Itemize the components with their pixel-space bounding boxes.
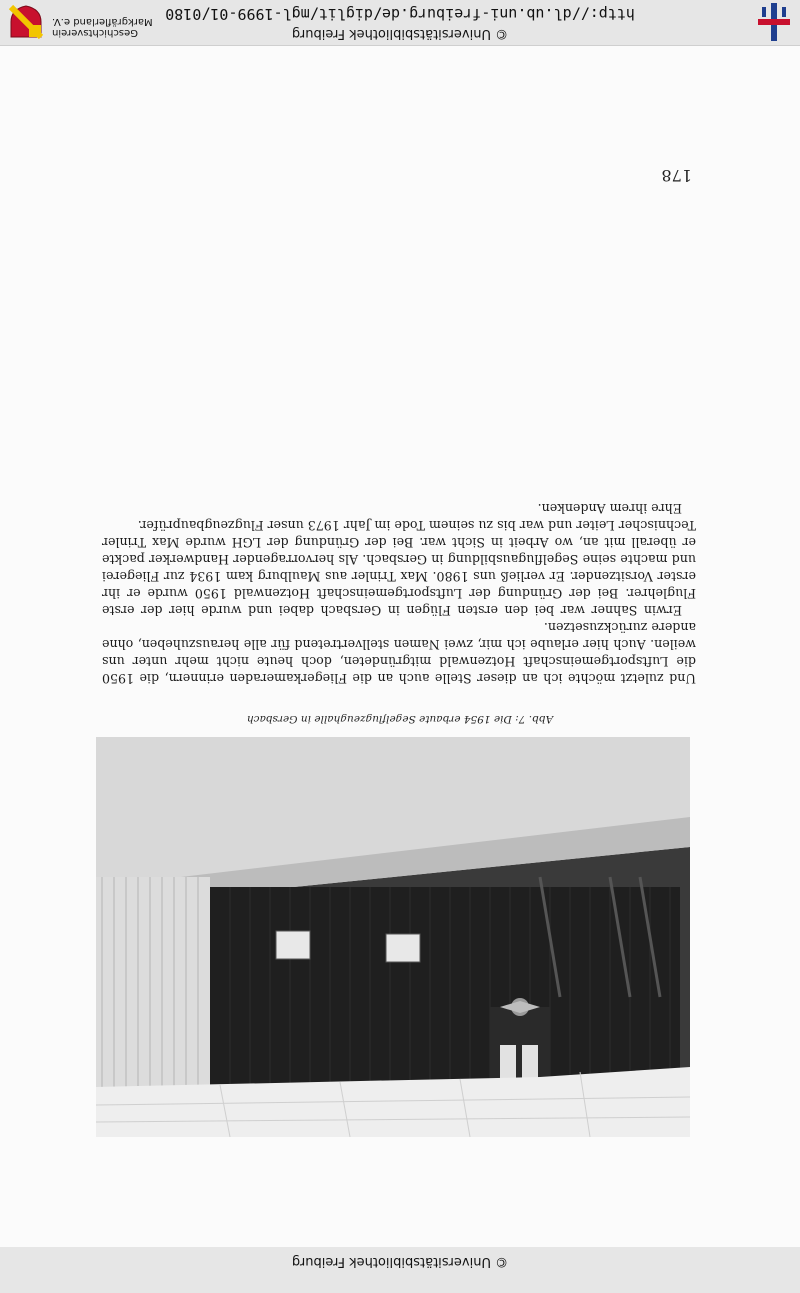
hangar-photo: [96, 737, 690, 1137]
closing-line: Ehre ihrem Andenken.: [537, 501, 682, 516]
scanned-page: [0, 46, 800, 1247]
hangar-image: [96, 737, 690, 1137]
copyright-text-partial: © Universitätsbibliothek Freiburg: [291, 1254, 509, 1269]
library-logo-icon: [758, 3, 790, 41]
org-name: [52, 16, 153, 38]
figure-caption: Abb. 7: Die 1954 erbaute Segelflugzeughalle in Gersbach: [246, 713, 554, 725]
copyright-text: © Universitätsbibliothek Freiburg: [291, 26, 509, 41]
paragraph: Und zuletzt möchte ich an dieser Stelle auch an die Fliegerkameraden erinnern, die 1950 die Luftsportgemeinschaft Hotzenwald mitgründeten, doch heute nicht mehr unter uns weilen. Auch hier erlaube ich mir, zwei Namen stellvertretend für alle herauszuheben, ohne andere zurückzusetzen.: [102, 620, 696, 686]
viewer-banner: [0, 0, 800, 46]
viewer-banner-partial: [0, 1246, 800, 1293]
permalink-url[interactable]: http://dl.ub.uni-freiburg.de/diglit/mgl-1999-01/0180: [165, 5, 635, 23]
paragraph: Erwin Sahner war bei den ersten Flügen in Gersbach dabei und wurde hier der erste Fluglehrer. Bei der Gründung der Luftsportgemeinschaft Hotzenwald 1950 wurde er ihr erster Vorsitzender. Er verließ uns 1980. Max Trinler aus Maulburg kam 1934 zur Fliegerei und machte seine Segelflugausbildung in Gersbach. Als hervorragender Handwerker packte er überall mit an, wo Arbeit in Sicht war. Bei der Gründung der LGH wurde Max Trinler Technischer Leiter und war bis zu seinem Tode im Jahr 1973 unser Flugzeugbauprüfer.: [102, 518, 696, 618]
body-text: [102, 500, 696, 687]
org-name-line2: Markgräflerland e.V.: [52, 16, 153, 27]
org-name-line1: Geschichtsverein: [52, 27, 138, 38]
page-number: 178: [661, 166, 692, 185]
coat-of-arms-icon: [8, 4, 44, 40]
